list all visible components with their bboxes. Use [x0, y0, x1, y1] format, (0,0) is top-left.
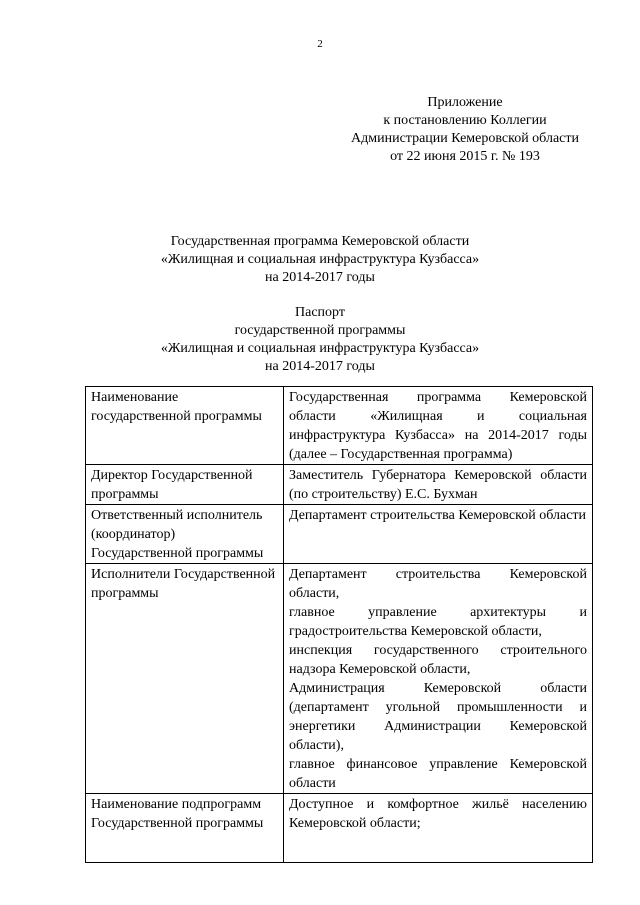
- page-number: 2: [317, 38, 323, 50]
- row-value-text: Департамент строительства Кемеровской области,: [289, 567, 587, 601]
- row-value-text: Доступное и комфортное жильё населению Кемеровской области;: [289, 797, 587, 831]
- row-label: Наименование государственной программы: [86, 387, 284, 465]
- program-title-line: на 2014-2017 годы: [265, 270, 375, 285]
- program-title: [0, 233, 640, 287]
- row-value: [284, 465, 593, 505]
- appendix-line: Приложение: [427, 95, 503, 110]
- row-value-text: Администрация Кемеровской области (департамент угольной промышленности и энергетики Администрации Кемеровской области),: [289, 681, 587, 753]
- table-row: [86, 794, 593, 863]
- row-label: Наименование подпрограмм Государственной программы: [86, 794, 284, 863]
- appendix-line: Администрации Кемеровской области: [351, 131, 579, 146]
- row-value-text: инспекция государственного строительного надзора Кемеровской области,: [289, 643, 587, 677]
- row-value: [284, 564, 593, 794]
- program-title-line: «Жилищная и социальная инфраструктура Кузбасса»: [160, 252, 480, 267]
- row-label: Исполнители Государственной программы: [86, 564, 284, 794]
- passport-title-line: «Жилищная и социальная инфраструктура Кузбасса»: [160, 341, 480, 356]
- passport-title-line: на 2014-2017 годы: [265, 359, 375, 374]
- row-value-text: Государственная программа Кемеровской области «Жилищная и социальная инфраструктура Кузбасса» на 2014-2017 годы (далее – Государственная программа): [289, 390, 587, 462]
- table-row: [86, 564, 593, 794]
- row-value-text: Департамент строительства Кемеровской области: [289, 508, 587, 523]
- appendix-note: [320, 94, 610, 166]
- row-value-text: главное финансовое управление Кемеровской области: [289, 757, 587, 791]
- table-row: [86, 505, 593, 564]
- row-value: [284, 505, 593, 564]
- appendix-line: к постановлению Коллегии: [383, 113, 547, 128]
- table-row: [86, 465, 593, 505]
- row-label: Ответственный исполнитель (координатор) Государственной программы: [86, 505, 284, 564]
- passport-table: [85, 386, 593, 863]
- row-value: [284, 387, 593, 465]
- table-row: [86, 387, 593, 465]
- passport-title-line: государственной программы: [234, 323, 406, 338]
- row-value-text: Заместитель Губернатора Кемеровской области (по строительству) Е.С. Бухман: [289, 468, 587, 502]
- passport-title: [0, 304, 640, 376]
- appendix-line: от 22 июня 2015 г. № 193: [390, 149, 540, 164]
- passport-title-line: Паспорт: [295, 305, 345, 320]
- program-title-line: Государственная программа Кемеровской области: [170, 234, 470, 249]
- row-value-text: главное управление архитектуры и градостроительства Кемеровской области,: [289, 605, 587, 639]
- row-label: Директор Государственной программы: [86, 465, 284, 505]
- row-value: [284, 794, 593, 863]
